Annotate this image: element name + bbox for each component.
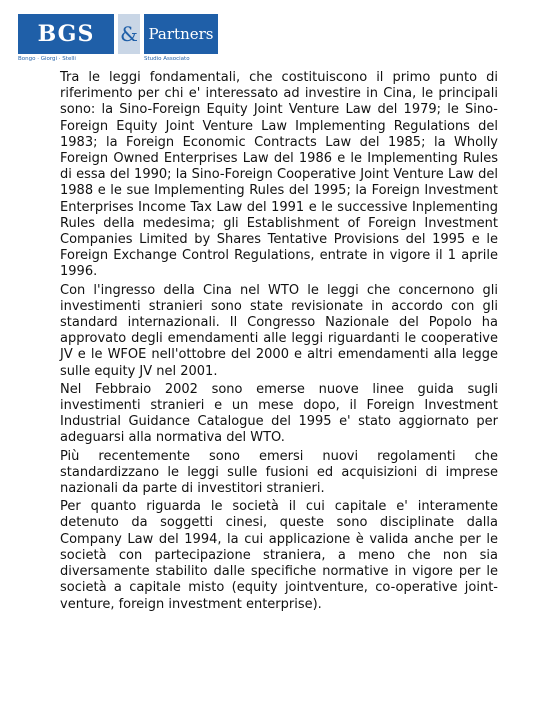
paragraph-guidelines: Nel Febbraio 2002 sono emerse nuove linee guida sugli investimenti stranieri e un mese dopo, il Foreign Investment Industrial Guidance Catalogue del 1995 e' stato aggiornato per adeguarsi alla normativa del WTO. [60,381,498,446]
paragraph-laws: Tra le leggi fondamentali, che costituiscono il primo punto di riferimento per chi e' interessato ad investire in Cina, le principali sono: la Sino-Foreign Equity Joint Venture Law del 1979; le Sino-Foreign Equity Joint Venture Law Implementing Regulations del 1983; la Foreign Economic Contracts Law del 1985; la Wholly Foreign Owned Enterprises Law del 1986 e le Implementing Rules di essa del 1990; la Sino-Foreign Cooperative Joint Venture Law del 1988 e le sue Implementing Rules del 1995; la Foreign Investment Enterprises Income Tax Law del 1991 e le successive Inplementing Rules della medesima; gli Establishment of Foreign Investment Companies Limited by Shares Tentative Provisions del 1995 e le Foreign Exchange Control Regulations, entrate in vigore il 1 aprile 1996. [60,70,498,280]
logo-bgs: BGS [18,14,114,54]
logo-partners: Partners [144,14,218,54]
paragraph-company-law: Per quanto riguarda le società il cui capitale e' interamente detenuto da soggetti cinesi, queste sono disciplinate dalla Company Law del 1994, la cui applicazione è valida anche per le società con partecipazione straniera, a meno che non sia diversamente stabilito dalle specifiche normative in vigore per le società a capitale misto (equity jointventure, co-operative joint-venture, foreign investment enterprise). [60,499,498,612]
logo-ampersand: & [118,14,140,54]
logo-subtitle-left: Bongo · Giorgi · Stelli [18,56,76,62]
document-body [60,70,498,615]
logo-subtitle-right: Studio Associato [144,56,190,62]
company-logo [18,14,218,66]
paragraph-mergers: Più recentemente sono emersi nuovi regolamenti che standardizzano le leggi sulle fusioni ed acquisizioni di imprese nazionali da parte di investitori stranieri. [60,448,498,497]
paragraph-wto: Con l'ingresso della Cina nel WTO le leggi che concernono gli investimenti stranieri sono state revisionate in accordo con gli standard internazionali. Il Congresso Nazionale del Popolo ha approvato degli emendamenti alle leggi riguardanti le cooperative JV e le WFOE nell'ottobre del 2000 e altri emendamenti alla legge sulle equity JV nel 2001. [60,282,498,379]
